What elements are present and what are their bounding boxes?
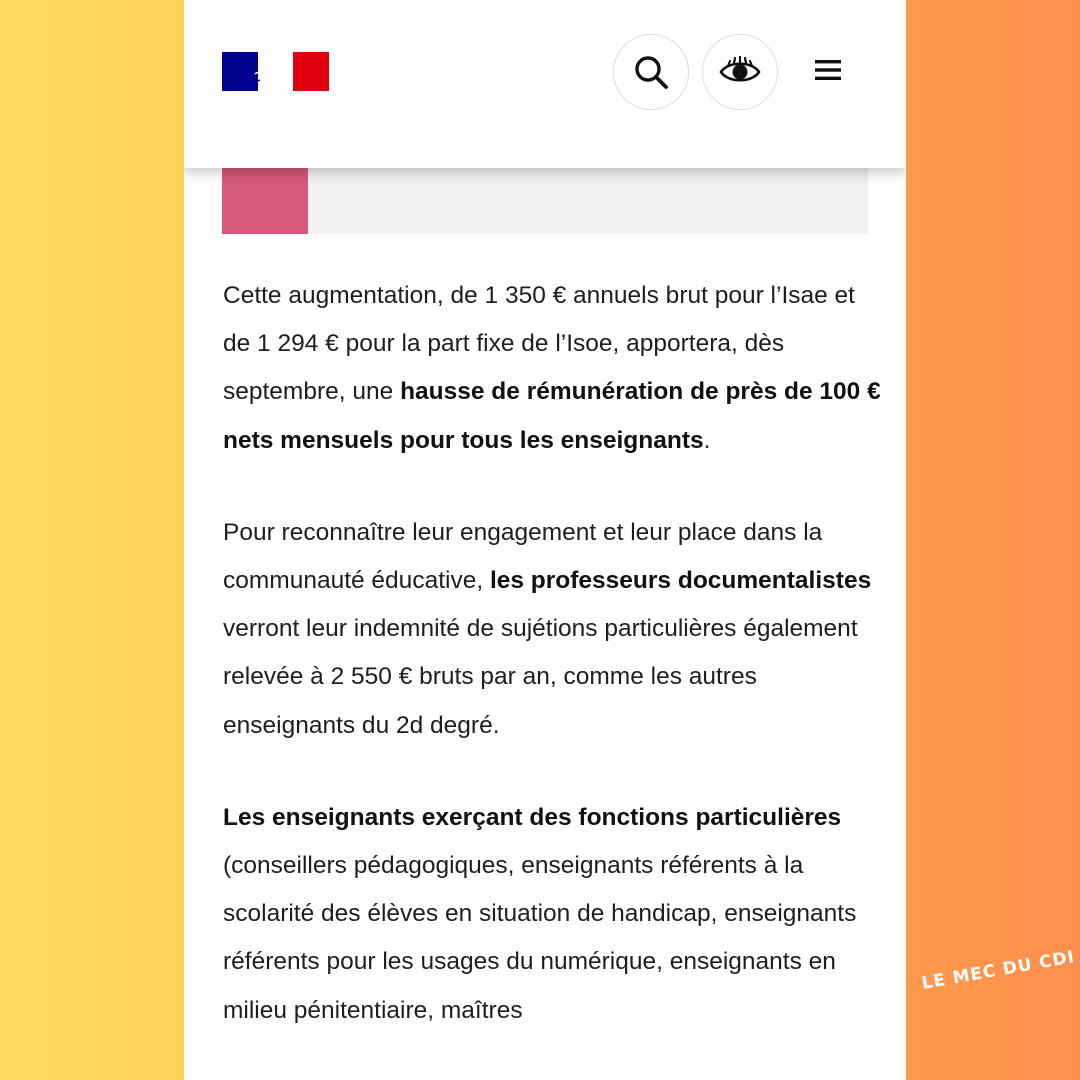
search-icon (631, 52, 671, 92)
text: Cette augmentation, de 1 350 € annuels brut pour l’Isae et de 1 294 € pour la part fixe de l’Isoe, apportera, dès septembre, une (223, 282, 855, 406)
accessibility-display-button[interactable] (702, 34, 778, 110)
eye-icon (718, 52, 762, 92)
search-button[interactable] (613, 34, 689, 110)
article-body (223, 272, 883, 1079)
mobile-page (184, 0, 906, 1080)
hamburger-menu-icon (813, 57, 843, 83)
paragraph-fonctions-particulieres (223, 794, 883, 1035)
text: . (703, 426, 711, 454)
section-banner (222, 168, 868, 234)
main-menu-button[interactable] (806, 50, 850, 90)
paragraph-professeurs-documentalistes (223, 509, 883, 750)
marianne-profile-icon (244, 52, 284, 91)
text: verront leur indemnité de sujétions particulières également relevée à 2 550 € bruts par an, comme les autres enseignants du 2d degré. (223, 615, 858, 739)
paragraph-augmentation (223, 272, 883, 465)
highlight-fonctions-particulieres: Les enseignants exerçant des fonctions particulières (223, 803, 842, 831)
banner-accent-bar (222, 168, 308, 234)
highlight-professeurs-documentalistes: les professeurs documentalistes (489, 567, 872, 595)
watermark-label: LE MEC DU CDI (920, 947, 1077, 994)
site-header (184, 0, 906, 168)
republique-francaise-logo[interactable] (222, 52, 329, 91)
text: (conseillers pédagogiques, enseignants référents à la scolarité des élèves en situation de handicap, enseignants référents pour les usages du numérique, enseignants en milieu pénitentiaire, maîtres (223, 852, 857, 1024)
text: Pour reconnaître leur engagement et leur place dans la communauté éducative, (223, 518, 823, 595)
highlight-hausse-remuneration: hausse de rémunération de près de 100 € nets mensuels pour tous les enseignants (223, 378, 881, 454)
